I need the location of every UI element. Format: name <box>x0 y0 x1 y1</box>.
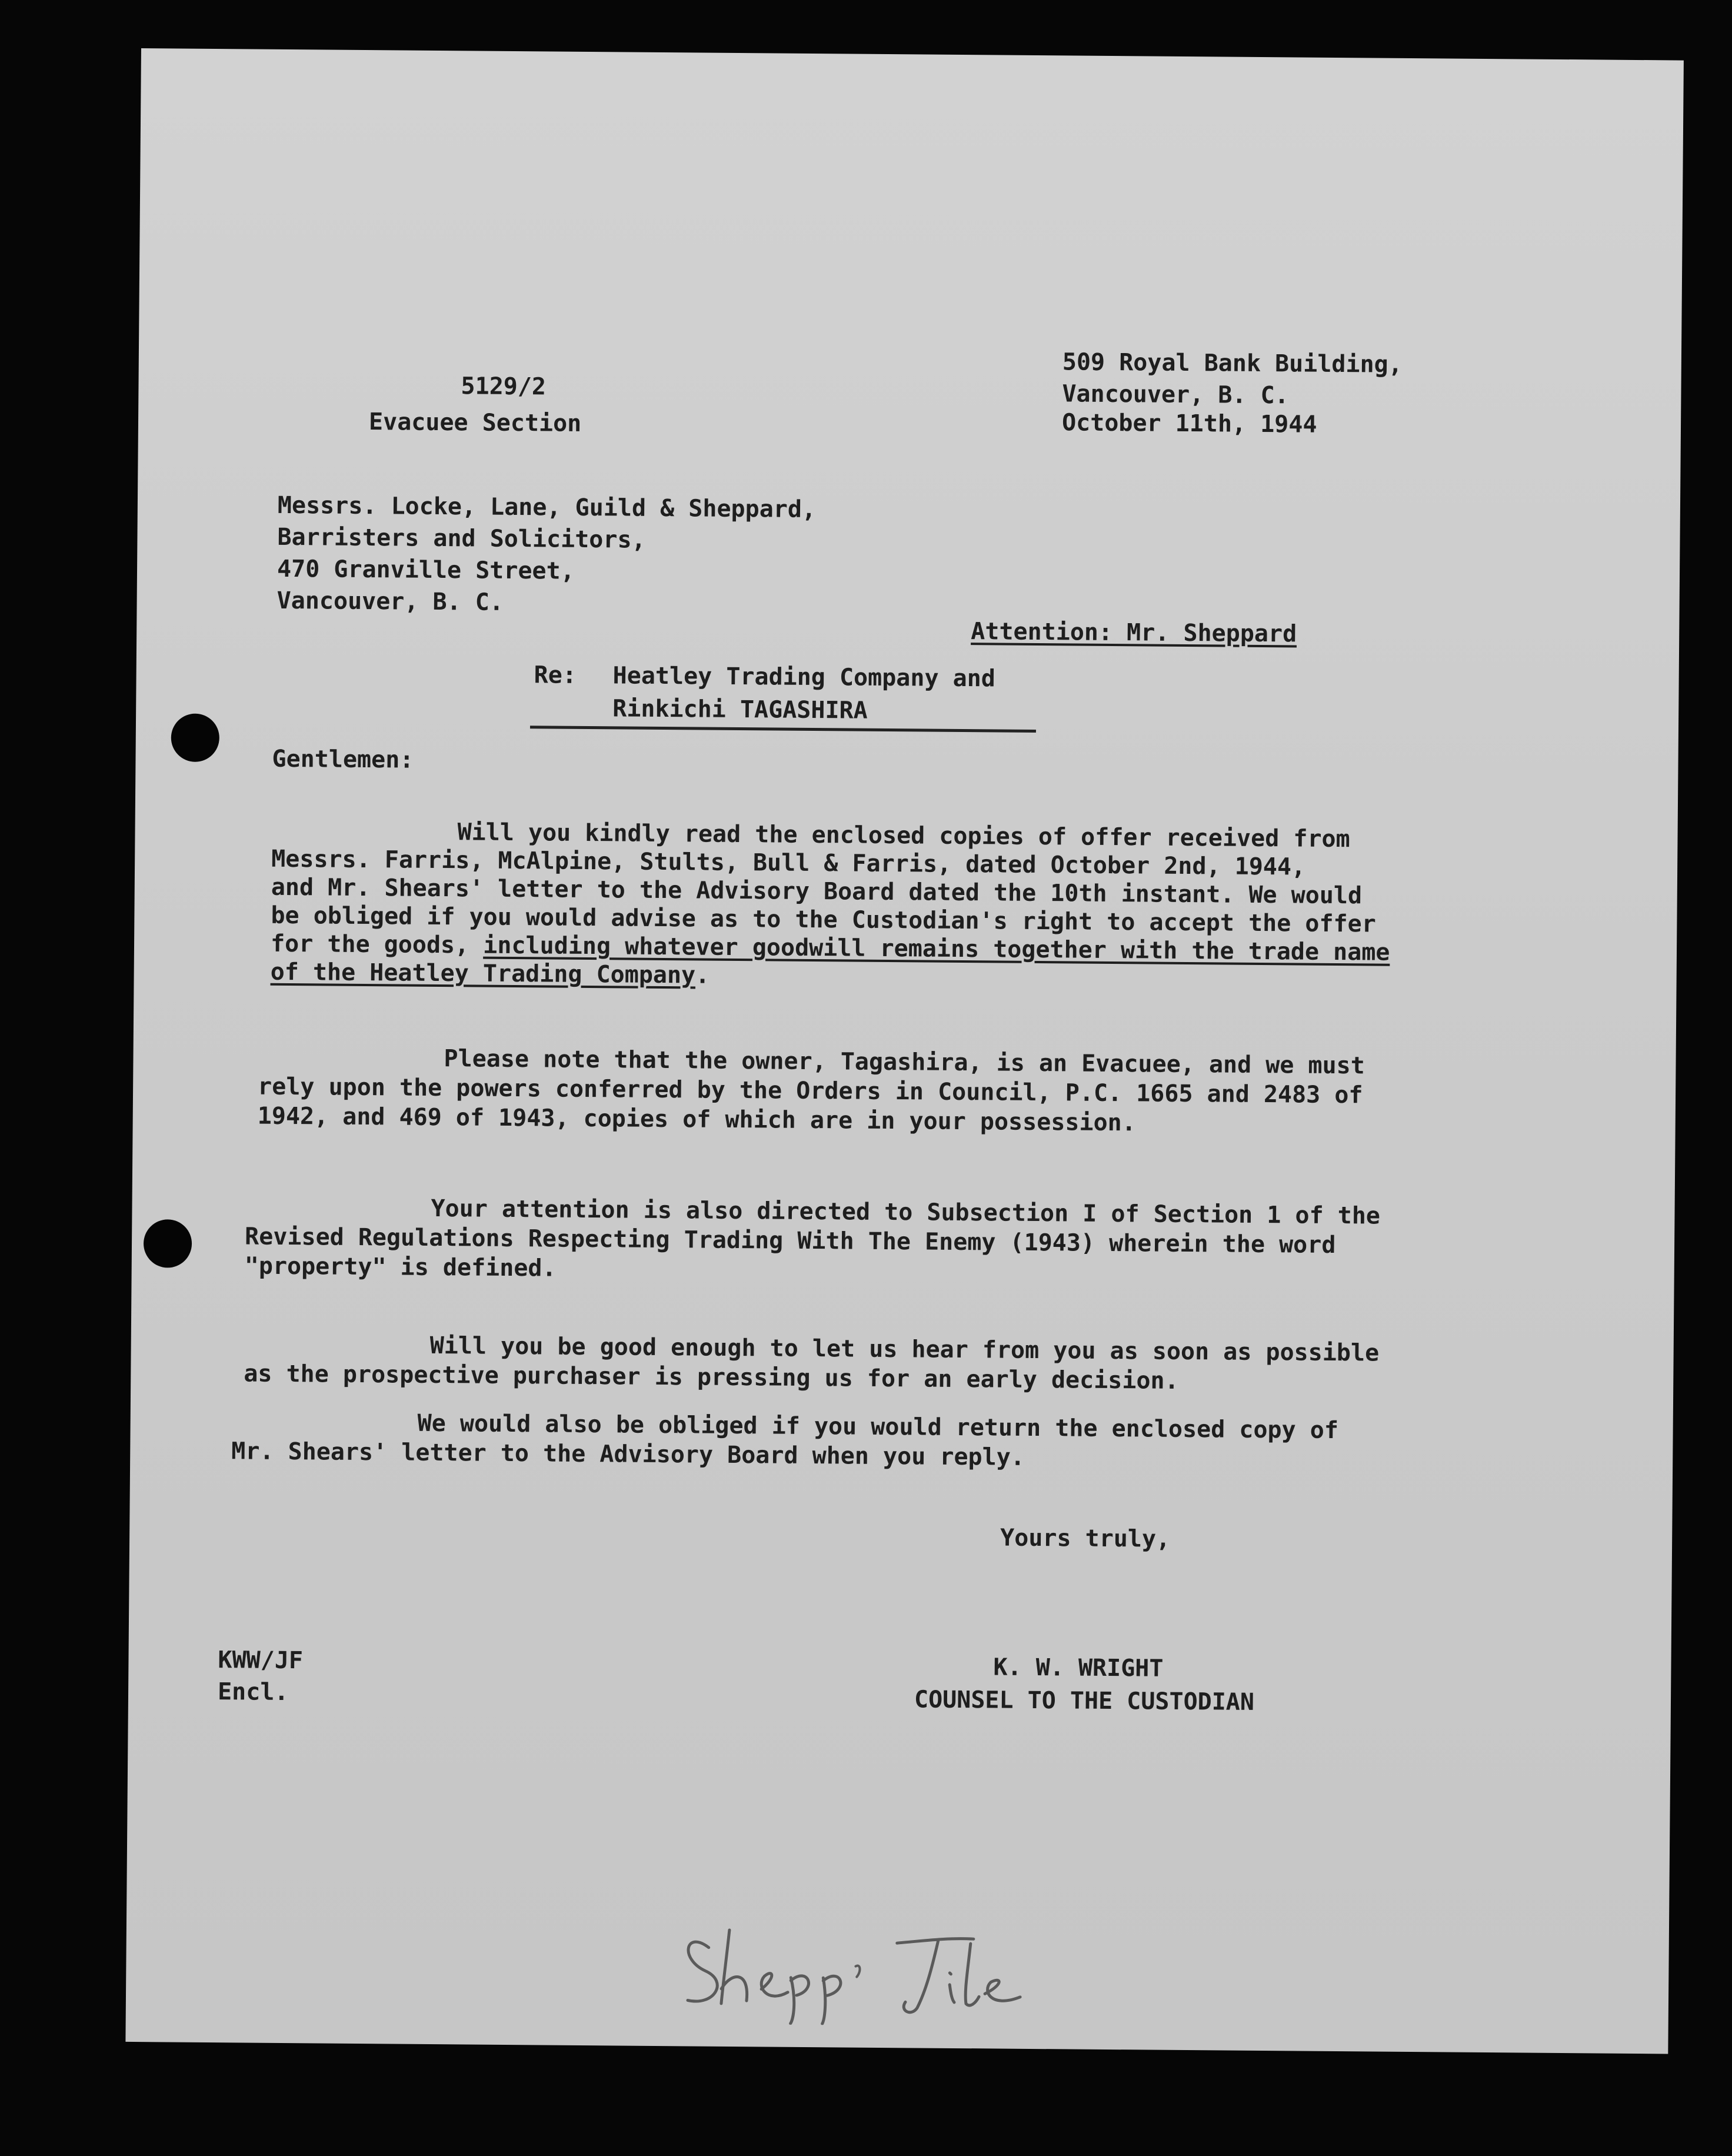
subject-line: Rinkichi TAGASHIRA <box>612 695 868 724</box>
punch-hole-bottom <box>144 1219 192 1268</box>
paragraph-line: We would also be obliged if you would return the enclosed copy of <box>417 1409 1339 1445</box>
paragraph-line: "property" is defined. <box>244 1252 557 1282</box>
closing: Yours truly, <box>1000 1524 1171 1553</box>
paragraph-line: 1942, and 469 of 1943, copies of which are in your possession. <box>257 1102 1136 1137</box>
paragraph-line-text: . <box>695 961 710 989</box>
sender-address-line: 509 Royal Bank Building, <box>1062 348 1403 378</box>
paragraph-return <box>231 1408 1338 1476</box>
section-name: Evacuee Section <box>368 408 582 437</box>
paragraph-line: rely upon the powers conferred by the Orders in Council, P.C. 1665 and 2483 of <box>257 1073 1363 1109</box>
paragraph-line: Please note that the owner, Tagashira, is an Evacuee, and we must <box>444 1045 1365 1080</box>
paragraph-line: Mr. Shears' letter to the Advisory Board when you reply. <box>231 1438 1025 1471</box>
handwritten-file-note <box>673 1906 1086 2027</box>
paragraph-line: as the prospective purchaser is pressing us for an early decision. <box>244 1360 1179 1395</box>
sender-address-line: Vancouver, B. C. <box>1062 380 1289 410</box>
paragraph-line: and Mr. Shears' letter to the Advisory Board dated the 10th instant. We would <box>271 873 1363 910</box>
underlined-text: including whatever goodwill remains together with the trade name <box>483 931 1390 966</box>
paragraph-line-text: for the goods, <box>270 930 484 959</box>
signer-name: K. W. WRIGHT <box>993 1653 1164 1682</box>
subject-line: Heatley Trading Company and <box>612 662 996 693</box>
enclosure-note: Encl. <box>217 1678 289 1706</box>
recipient-line: Messrs. Locke, Lane, Guild & Sheppard, <box>277 491 817 524</box>
letter-date: October 11th, 1944 <box>1061 409 1317 438</box>
paragraph-regulations <box>245 1193 1381 1290</box>
paragraph-line: be obliged if you would advise as to the Custodian's right to accept the offer <box>271 901 1376 938</box>
letter-sheet <box>125 48 1684 2054</box>
file-reference: 5129/2 <box>461 372 547 401</box>
recipient-line: 470 Granville Street, <box>277 555 575 585</box>
paragraph-line: Messrs. Farris, McAlpine, Stults, Bull & Farris, dated October 2nd, 1944, <box>271 845 1306 881</box>
recipient-line: Vancouver, B. C. <box>277 587 504 616</box>
paragraph-line: Revised Regulations Respecting Trading With The Enemy (1943) wherein the word <box>244 1223 1336 1259</box>
paragraph-offer <box>270 817 1391 996</box>
underlined-text: of the Heatley Trading Company <box>270 958 696 989</box>
paragraph-evacuee <box>258 1044 1365 1141</box>
sender-address <box>1062 348 1403 415</box>
typist-initials: KWW/JF <box>218 1646 304 1675</box>
recipient-address <box>277 492 816 623</box>
subject-label: Re: <box>534 661 577 689</box>
recipient-line: Barristers and Solicitors, <box>277 523 646 554</box>
paragraph-urgency <box>244 1330 1379 1398</box>
subject-underline <box>530 726 1036 733</box>
paragraph-line: Your attention is also directed to Subsection I of Section 1 of the <box>431 1195 1381 1230</box>
paragraph-line: Will you kindly read the enclosed copies of offer received from <box>457 819 1350 853</box>
signer-title: COUNSEL TO THE CUSTODIAN <box>914 1686 1255 1716</box>
paragraph-line: Will you be good enough to let us hear from you as soon as possible <box>429 1332 1380 1367</box>
punch-hole-top <box>171 713 219 762</box>
attention-line: Attention: Mr. Sheppard <box>971 618 1297 648</box>
salutation: Gentlemen: <box>272 745 414 774</box>
